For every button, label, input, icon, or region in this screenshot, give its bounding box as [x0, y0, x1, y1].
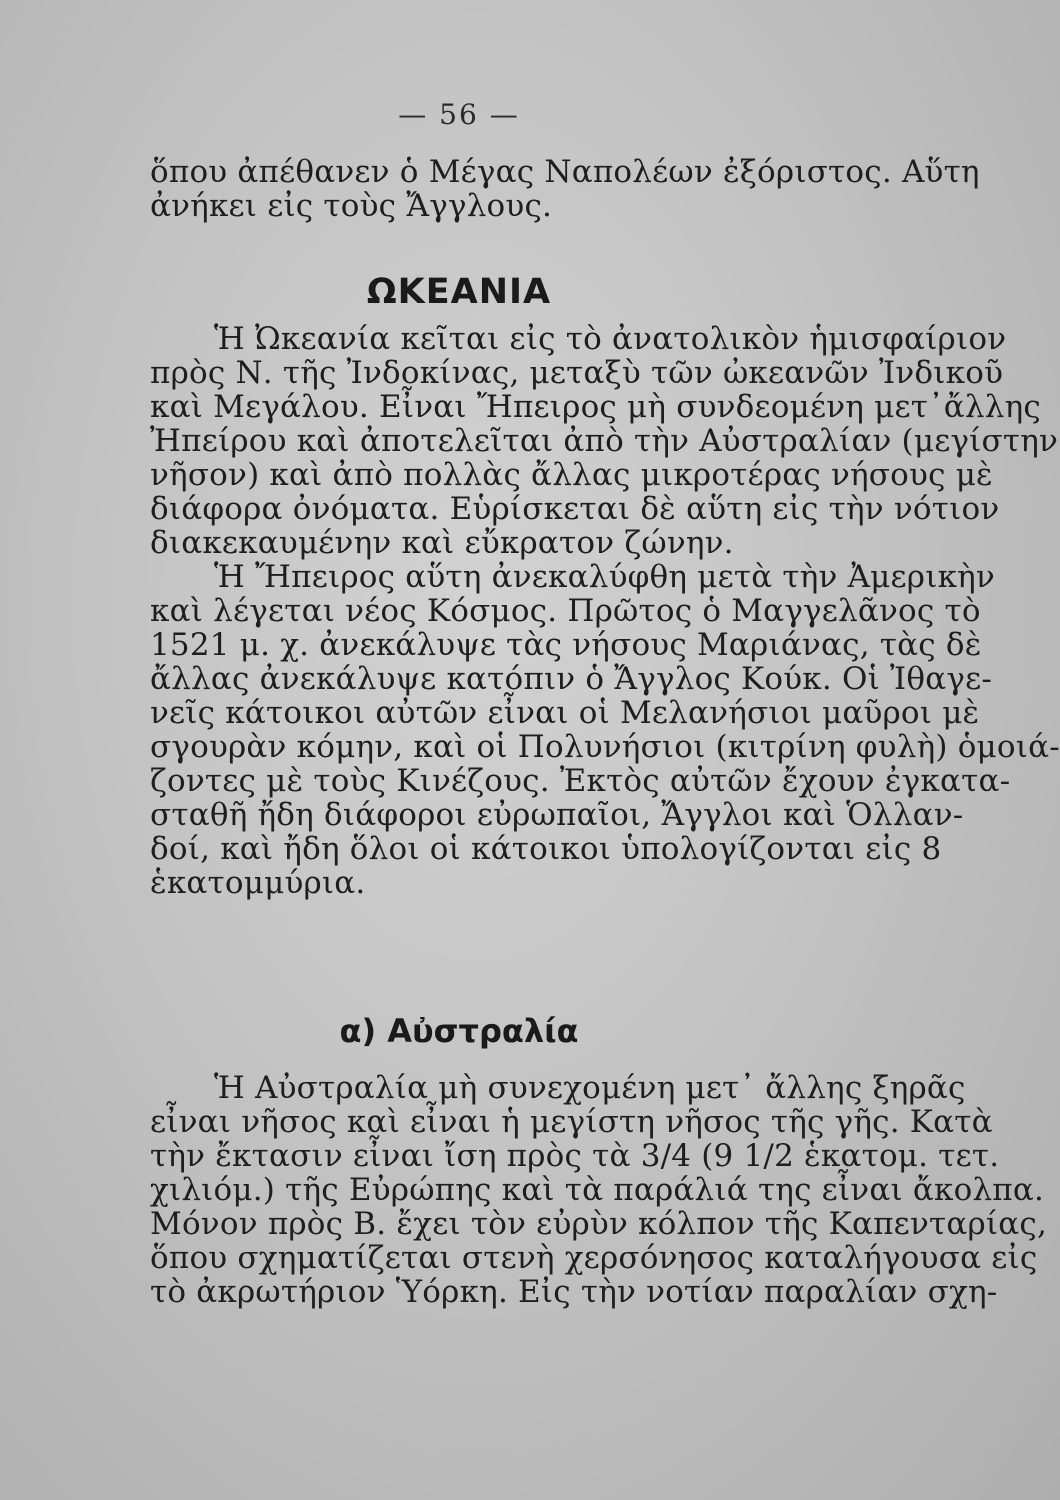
- text-line: χιλιόμ.) τῆς Εὐρώπης καὶ τὰ παράλιά της εἶναι ἄκολπα.: [150, 1172, 1045, 1208]
- text-line: ὅπου σχηματίζεται στενὴ χερσόνησος καταλήγουσα εἰς: [150, 1240, 1038, 1276]
- text-line: ζοντες μὲ τοὺς Κινέζους. Ἐκτὸς αὐτῶν ἔχουν ἐγκατα-: [150, 763, 1011, 799]
- text-line: νῆσον) καὶ ἀπὸ πολλὰς ἄλλας μικροτέρας νήσους μὲ: [150, 457, 993, 493]
- text-line: ὅπου ἀπέθανεν ὁ Μέγας Ναπολέων ἐξόριστος. Αὕτη: [150, 154, 980, 190]
- page-number: — 56 —: [398, 98, 520, 131]
- text-line: ἀνήκει εἰς τοὺς Ἄγγλους.: [150, 188, 553, 224]
- text-line: 1521 μ. χ. ἀνεκάλυψε τὰς νήσους Μαριάνας, τὰς δὲ: [150, 627, 982, 663]
- text-line: σγουρὰν κόμην, καὶ οἱ Πολυνήσιοι (κιτρίνη φυλὴ) ὁμοιά-: [150, 729, 1060, 765]
- text-line: νεῖς κάτοικοι αὐτῶν εἶναι οἱ Μελανήσιοι μαῦροι μὲ: [150, 695, 980, 731]
- text-line: Μόνον πρὸς Β. ἔχει τὸν εὐρὺν κόλπον τῆς Καπενταρίας,: [150, 1206, 1048, 1242]
- text-line: διάφορα ὀνόματα. Εὑρίσκεται δὲ αὕτη εἰς τὴν νότιον: [150, 491, 1000, 527]
- text-line: ἑκατομμύρια.: [150, 865, 366, 901]
- text-line: δοί, καὶ ἤδη ὅλοι οἱ κάτοικοι ὑπολογίζονται εἰς 8: [150, 831, 942, 867]
- text-line: Ἡ Ὠκεανία κεῖται εἰς τὸ ἀνατολικὸν ἡμισφαίριον: [214, 321, 1007, 357]
- text-line: σταθῆ ἤδη διάφοροι εὐρωπαῖοι, Ἄγγλοι καὶ Ὁλλαν-: [150, 797, 964, 833]
- section-heading-oceania: ΩΚΕΑΝΙΑ: [366, 272, 552, 312]
- oceania-paragraph-1: [150, 321, 1059, 561]
- text-line: εἶναι νῆσος καὶ εἶναι ἡ μεγίστη νῆσος τῆς γῆς. Κατὰ: [150, 1104, 993, 1140]
- australia-section-body: [150, 1070, 1048, 1310]
- text-line: Ἡ Ἤπειρος αὕτη ἀνεκαλύφθη μετὰ τὴν Ἀμερικὴν: [214, 559, 995, 595]
- australia-paragraph: [150, 1070, 1048, 1310]
- text-line: τὴν ἔκτασιν εἶναι ἴση πρὸς τὰ 3/4 (9 1/2 ἑκατομ. τετ.: [150, 1138, 1000, 1174]
- text-line: ἄλλας ἀνεκάλυψε κατόπιν ὁ Ἄγγλος Κούκ. Οἱ Ἰθαγε-: [150, 661, 993, 697]
- text-line: Ἡ Αὐστραλία μὴ συνεχομένη μετ᾽ ἄλλης ξηρᾶς: [214, 1070, 966, 1106]
- text-line: Ἠπείρου καὶ ἀποτελεῖται ἀπὸ τὴν Αὐστραλίαν (μεγίστην: [150, 423, 1059, 459]
- text-line: καὶ Μεγάλου. Εἶναι Ἤπειρος μὴ συνδεομένη μετ᾽ἄλλης: [150, 389, 1041, 425]
- text-line: διακεκαυμένην καὶ εὔκρατον ζώνην.: [150, 525, 734, 561]
- text-line: καὶ λέγεται νέος Κόσμος. Πρῶτος ὁ Μαγγελᾶνος τὸ: [150, 593, 981, 629]
- oceania-paragraph-2: [150, 559, 1060, 901]
- oceania-section-body: [150, 321, 1060, 901]
- intro-paragraph: [150, 154, 980, 224]
- text-line: τὸ ἀκρωτήριον Ὑόρκη. Εἰς τὴν νοτίαν παραλίαν σχη-: [150, 1274, 998, 1310]
- section-heading-australia: α) Αὐστραλία: [339, 1012, 579, 1050]
- text-line: πρὸς Ν. τῆς Ἰνδοκίνας, μεταξὺ τῶν ὠκεανῶν Ἰνδικοῦ: [150, 355, 1004, 391]
